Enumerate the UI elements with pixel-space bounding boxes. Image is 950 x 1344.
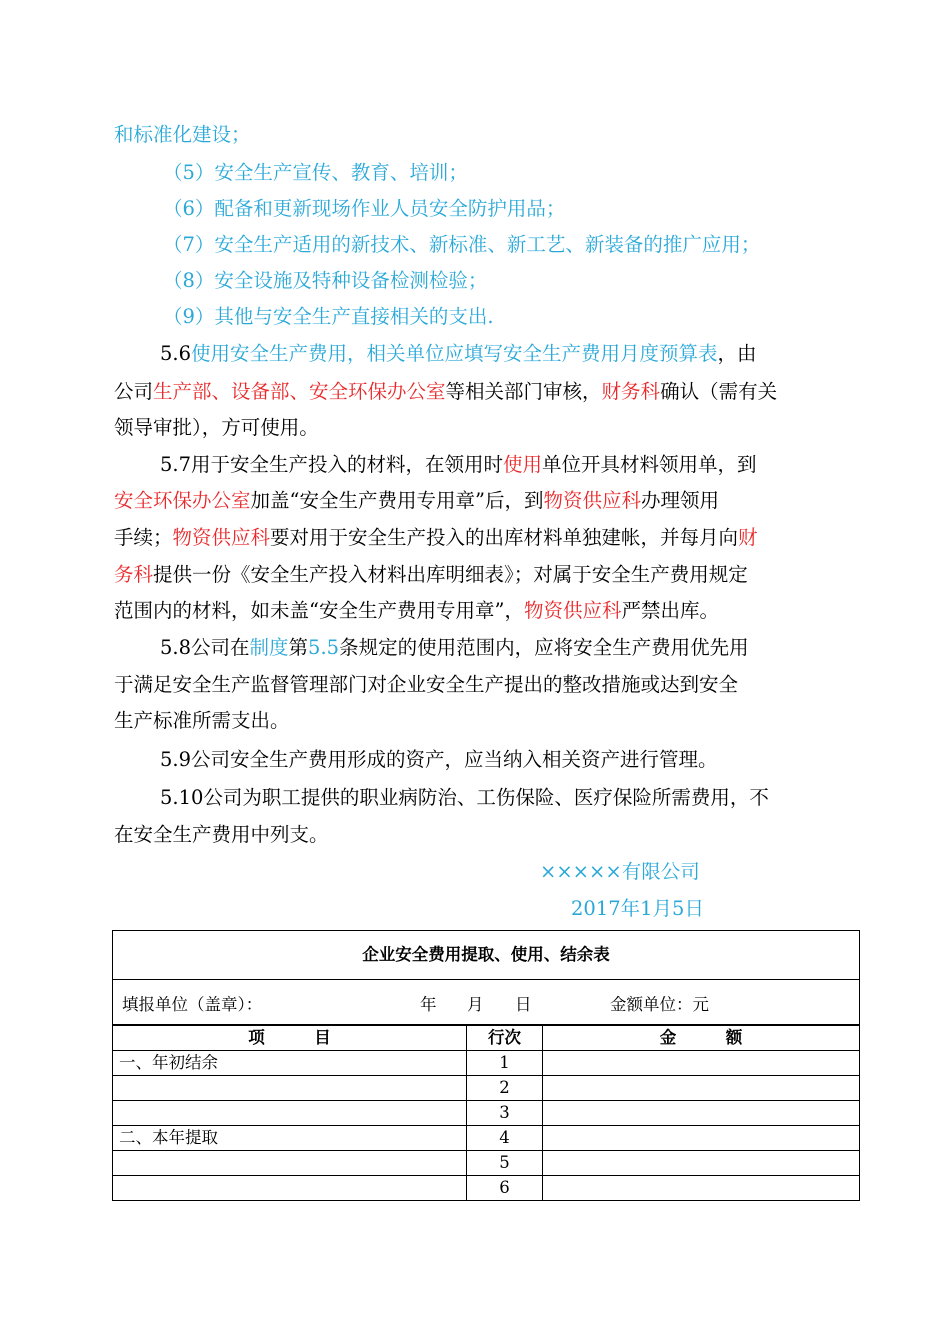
column-header-amount: 金 额 — [543, 1026, 860, 1051]
paragraph-5-6-line-3: 领导审批），方可使用。 — [114, 416, 319, 439]
list-item: （7）安全生产适用的新技术、新标准、新工艺、新装备的推广应用； — [163, 233, 761, 256]
table-row — [113, 1151, 859, 1176]
amount-cell[interactable] — [543, 1051, 860, 1076]
text: 要对用于安全生产投入的出库材料单独建帐，并每月向 — [270, 526, 739, 549]
highlight-text: 5.5 — [308, 636, 340, 659]
paragraph-5-9: 5.9公司安全生产费用形成的资产，应当纳入相关资产进行管理。 — [160, 748, 718, 771]
row-number-cell: 1 — [467, 1051, 543, 1076]
paragraph-5-7-line-4 — [114, 560, 748, 590]
text: 等相关部门审核， — [445, 380, 602, 403]
text: 手续； — [114, 526, 173, 549]
department-text: 物资供应科 — [543, 489, 641, 512]
table-row — [113, 1126, 859, 1151]
amount-cell[interactable] — [543, 1176, 860, 1201]
text: 加盖“安全生产费用专用章”后，到 — [250, 489, 544, 512]
day-label: 日 — [515, 995, 532, 1014]
text: 严禁出库。 — [621, 599, 719, 622]
department-text: 安全环保办公室 — [114, 489, 251, 512]
row-number-cell: 5 — [467, 1151, 543, 1176]
department-text: 财务科 — [601, 380, 661, 403]
text: 条规定的使用范围内，应将安全生产费用优先用 — [339, 636, 749, 659]
amount-cell[interactable] — [543, 1076, 860, 1101]
safety-expense-table — [112, 930, 860, 1201]
list-item: （9）其他与安全生产直接相关的支出. — [163, 305, 494, 328]
paragraph-5-6-line-1 — [160, 339, 757, 369]
text: 5.7用于安全生产投入的材料，在领用时 — [160, 453, 504, 476]
amount-cell[interactable] — [543, 1126, 860, 1151]
text: 第 — [288, 636, 309, 659]
filing-unit-label: 填报单位（盖章）： — [122, 995, 263, 1014]
paragraph-5-8-line-2: 于满足安全生产监督管理部门对企业安全生产提出的整改措施或达到安全 — [114, 673, 739, 696]
paragraph-5-7-line-2 — [114, 486, 719, 516]
highlight-text: 制度 — [249, 636, 289, 659]
month-label: 月 — [467, 995, 484, 1014]
item-cell — [113, 1076, 467, 1101]
item-cell — [113, 1101, 467, 1126]
paragraph-5-8-line-3: 生产标准所需支出。 — [114, 709, 290, 732]
paragraph-5-10-line-2: 在安全生产费用中列支。 — [114, 823, 329, 846]
text: 公司 — [114, 380, 154, 403]
department-text: 生产部、设备部、安全环保办公室 — [153, 380, 446, 403]
department-text: 财 — [738, 526, 758, 549]
department-text: 使用 — [503, 453, 543, 476]
table-row — [113, 1101, 859, 1126]
column-header-row-number: 行次 — [467, 1026, 543, 1051]
text: 单位开具材料领用单，到 — [542, 453, 757, 476]
list-item: （6）配备和更新现场作业人员安全防护用品； — [163, 197, 566, 220]
text: 范围内的材料，如未盖“安全生产费用专用章”， — [114, 599, 524, 622]
item-cell — [113, 1151, 467, 1176]
table-header-row — [113, 1026, 859, 1051]
company-signature: ×××××有限公司 — [540, 860, 700, 883]
text: 办理领用 — [640, 489, 719, 512]
amount-unit-label: 金额单位：元 — [610, 995, 709, 1014]
department-text: 物资供应科 — [523, 599, 622, 622]
text: ，由 — [717, 342, 757, 365]
list-item: （5）安全生产宣传、教育、培训； — [163, 161, 468, 184]
text: 提供一份《安全生产投入材料出库明细表》；对属于安全生产费用规定 — [153, 563, 748, 586]
paragraph-5-7-line-1 — [160, 450, 757, 480]
table-row — [113, 1076, 859, 1101]
amount-cell[interactable] — [543, 1151, 860, 1176]
item-cell — [113, 1176, 467, 1201]
clause-number: 5.6 — [160, 342, 192, 365]
data-table — [113, 1025, 859, 1200]
table-info-row — [113, 980, 859, 1025]
table-title: 企业安全费用提取、使用、结余表 — [113, 931, 859, 980]
row-number-cell: 2 — [467, 1076, 543, 1101]
department-text: 物资供应科 — [172, 526, 271, 549]
year-label: 年 — [420, 995, 437, 1014]
item-cell: 一、年初结余 — [113, 1051, 467, 1076]
paragraph-5-10-line-1: 5.10公司为职工提供的职业病防治、工伤保险、医疗保险所需费用，不 — [160, 786, 769, 809]
signature-date: 2017年1月5日 — [571, 897, 704, 920]
paragraph-5-7-line-5 — [114, 596, 719, 626]
table-row — [113, 1176, 859, 1201]
text: 确认（需有关 — [660, 380, 778, 403]
row-number-cell: 4 — [467, 1126, 543, 1151]
item-cell: 二、本年提取 — [113, 1126, 467, 1151]
amount-cell[interactable] — [543, 1101, 860, 1126]
paragraph-5-6-line-2 — [114, 377, 777, 407]
table-row — [113, 1051, 859, 1076]
paragraph-5-7-line-3 — [114, 523, 758, 553]
highlight-text: 使用安全生产费用，相关单位应填写安全生产费用月度预算表 — [191, 342, 718, 365]
text-line: 和标准化建设； — [114, 123, 251, 146]
department-text: 务科 — [114, 563, 154, 586]
list-item: （8）安全设施及特种设备检测检验； — [163, 269, 488, 292]
row-number-cell: 3 — [467, 1101, 543, 1126]
column-header-item: 项 目 — [113, 1026, 467, 1051]
text: 5.8公司在 — [160, 636, 250, 659]
paragraph-5-8-line-1 — [160, 633, 749, 663]
row-number-cell: 6 — [467, 1176, 543, 1201]
